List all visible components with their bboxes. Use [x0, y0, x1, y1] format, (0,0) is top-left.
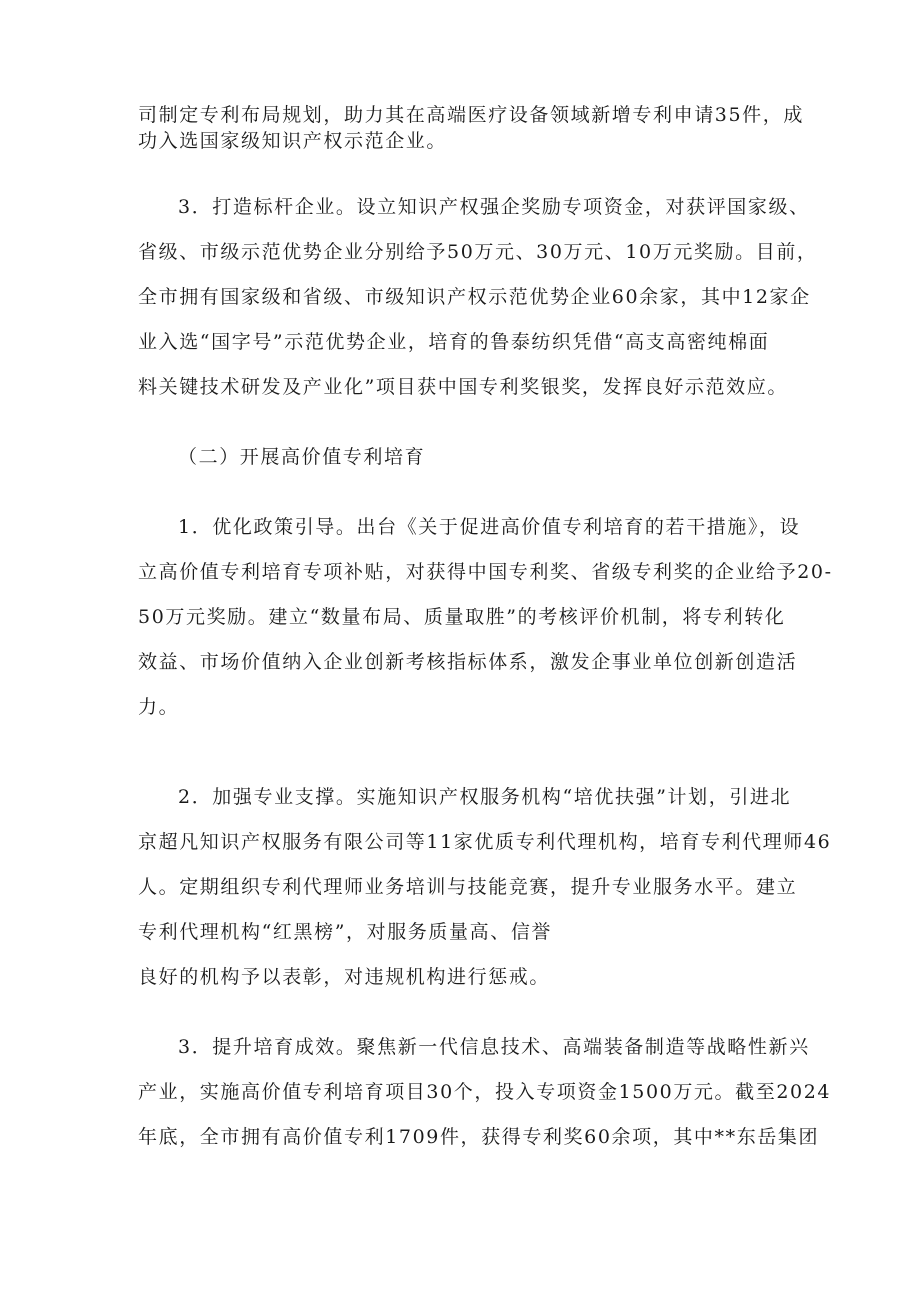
- text-line: 料关键技术研发及产业化”项目获中国专利奖银奖，发挥良好示范效应。: [138, 376, 788, 398]
- paragraph-line: 1．优化政策引导。出台《关于促进高价值专利培育的若干措施》，设: [178, 516, 801, 538]
- text-line: 良好的机构予以表彰，对违规机构进行惩戒。: [138, 966, 551, 988]
- text-line: 年底，全市拥有高价值专利1709件，获得专利奖60余项，其中**东岳集团: [138, 1126, 820, 1148]
- text-line: 业入选“国字号”示范优势企业，培育的鲁泰纺织凭借“高支高密纯棉面: [138, 331, 770, 353]
- text-line: 功入选国家级知识产权示范企业。: [138, 130, 448, 152]
- paragraph-line: 3．打造标杆企业。设立知识产权强企奖励专项资金，对获评国家级、: [178, 196, 810, 218]
- text-line: 效益、市场价值纳入企业创新考核指标体系，激发企事业单位创新创造活: [138, 651, 798, 673]
- text-line: 专利代理机构“红黑榜”，对服务质量高、信誉: [138, 921, 553, 943]
- text-line: 省级、市级示范优势企业分别给予50万元、30万元、10万元奖励。目前，: [138, 241, 818, 263]
- section-heading: （二）开展高价值专利培育: [178, 446, 426, 468]
- text-line: 力。: [138, 696, 180, 718]
- text-line: 人。定期组织专利代理师业务培训与技能竞赛，提升专业服务水平。建立: [138, 876, 798, 898]
- text-line: 司制定专利布局规划，助力其在高端医疗设备领域新增专利申请35件，成: [138, 104, 804, 126]
- paragraph-line: 3．提升培育成效。聚焦新一代信息技术、高端装备制造等战略性新兴: [178, 1036, 810, 1058]
- paragraph-line: 2．加强专业支撑。实施知识产权服务机构“培优扶强”计划，引进北: [178, 786, 792, 808]
- text-line: 产业，实施高价值专利培育项目30个，投入专项资金1500万元。截至2024: [138, 1081, 832, 1103]
- text-line: 全市拥有国家级和省级、市级知识产权示范优势企业60余家，其中12家企: [138, 286, 811, 308]
- text-line: 京超凡知识产权服务有限公司等11家优质专利代理机构，培育专利代理师46: [138, 831, 832, 853]
- text-line: 50万元奖励。建立“数量布局、质量取胜”的考核评价机制，将专利转化: [138, 606, 786, 628]
- text-line: 立高价值专利培育专项补贴，对获得中国专利奖、省级专利奖的企业给予20-: [138, 561, 833, 583]
